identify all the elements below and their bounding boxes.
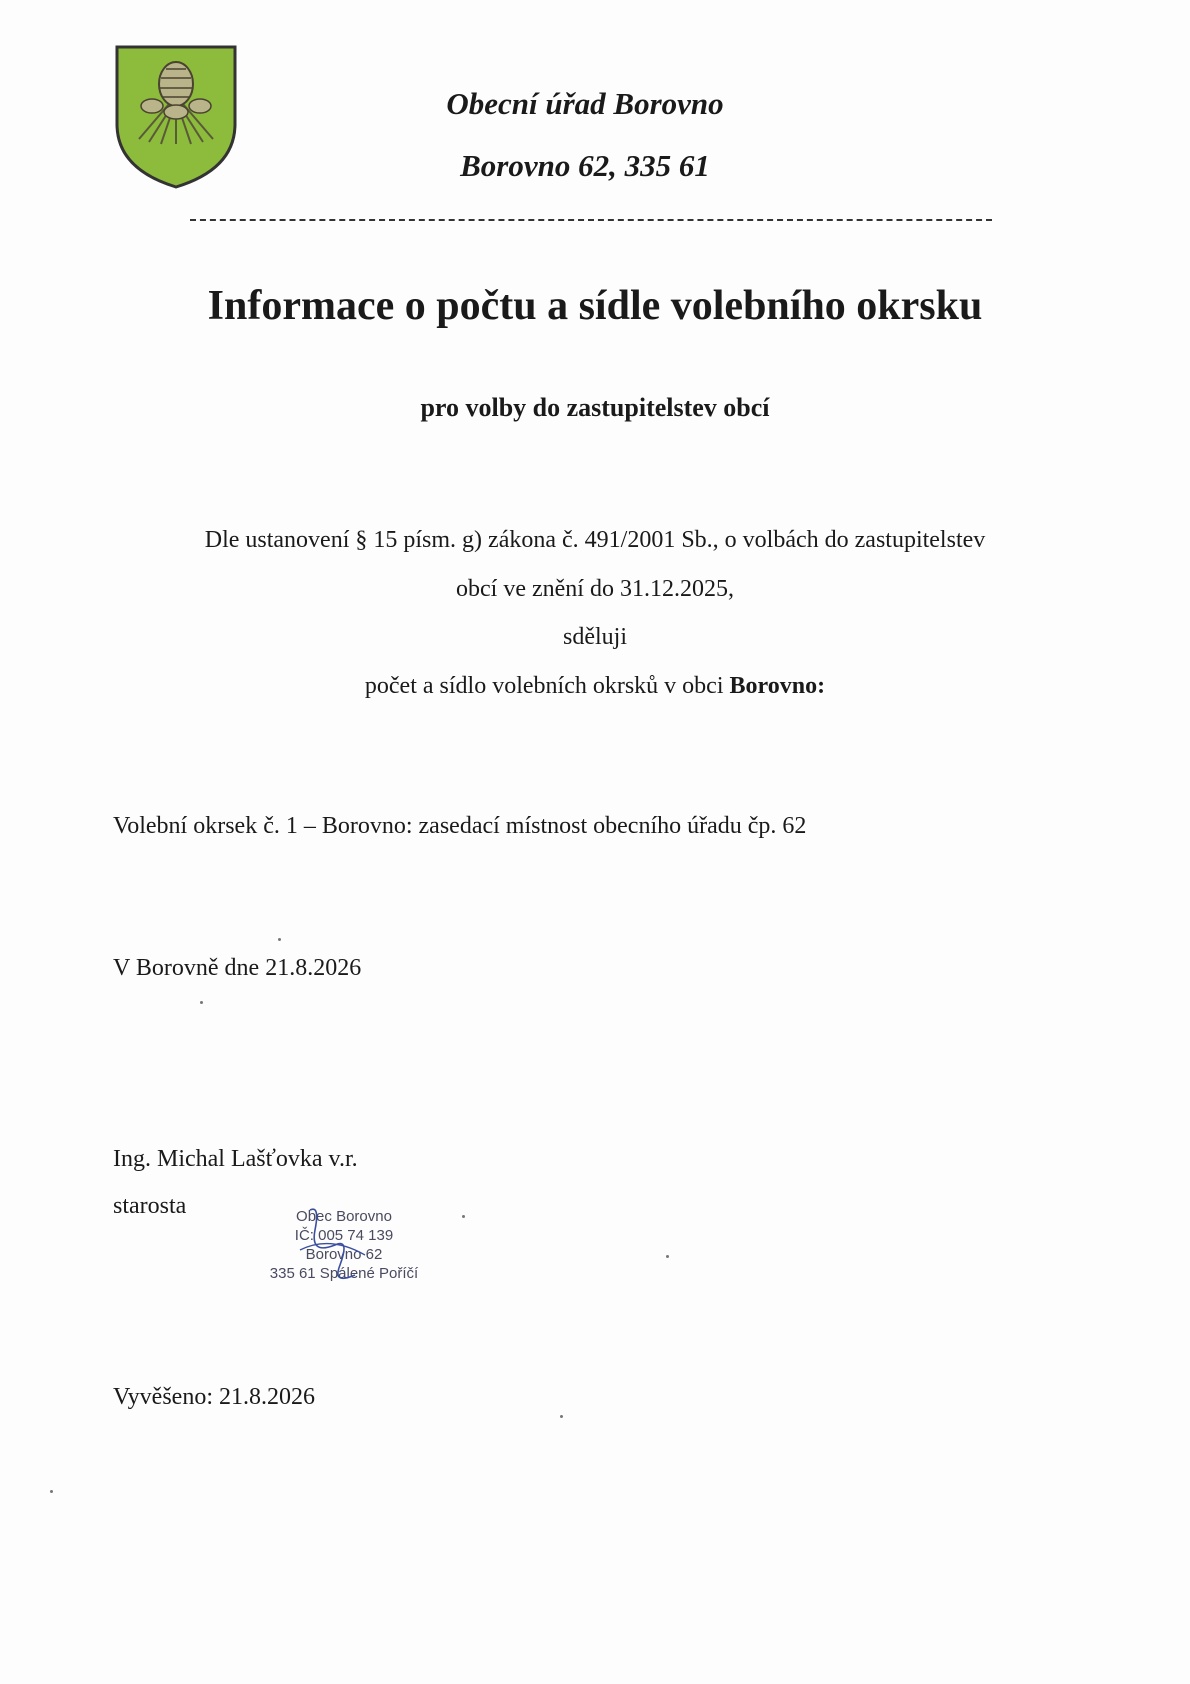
document-title: Informace o počtu a sídle volebního okrsku: [207, 283, 983, 329]
header-separator: [190, 219, 992, 221]
office-address: Borovno 62, 335 61: [460, 148, 710, 183]
office-name: Obecní úřad Borovno: [446, 86, 724, 121]
stamp-line-4: 335 61 Spálené Poříčí: [269, 1265, 419, 1282]
scan-speck: [560, 1415, 563, 1418]
scan-speck: [462, 1215, 465, 1218]
document-subtitle: pro volby do zastupitelstev obcí: [420, 393, 770, 422]
district-info: Volební okrsek č. 1 – Borovno: zasedací místnost obecního úřadu čp. 62: [113, 813, 807, 839]
scan-speck: [666, 1255, 669, 1258]
intro-line-4: [0, 673, 1190, 700]
handwritten-signature: [280, 1200, 400, 1290]
scan-speck: [278, 938, 281, 941]
scan-speck: [50, 1490, 53, 1493]
signatory-name: Ing. Michal Lašťovka v.r.: [113, 1146, 358, 1172]
stamp-line-3: Borovno 62: [305, 1246, 383, 1263]
scan-speck: [200, 1001, 203, 1004]
intro-line-3: sděluji: [563, 624, 627, 650]
posted-date: Vyvěšeno: 21.8.2026: [113, 1384, 315, 1410]
intro-line-4-text: počet a sídlo volebních okrsků v obci: [364, 673, 730, 699]
signatory-role: starosta: [113, 1193, 187, 1219]
intro-line-2: obcí ve znění do 31.12.2025,: [456, 576, 734, 602]
stamp-line-1: Obec Borovno: [296, 1208, 392, 1225]
stamp-line-2: IČ: 005 74 139: [294, 1227, 394, 1244]
intro-line-1: Dle ustanovení § 15 písm. g) zákona č. 491/2001 Sb., o volbách do zastupitelstev: [204, 527, 986, 553]
place-date: V Borovně dne 21.8.2026: [113, 955, 362, 981]
municipality-name: Borovno:: [729, 673, 826, 699]
